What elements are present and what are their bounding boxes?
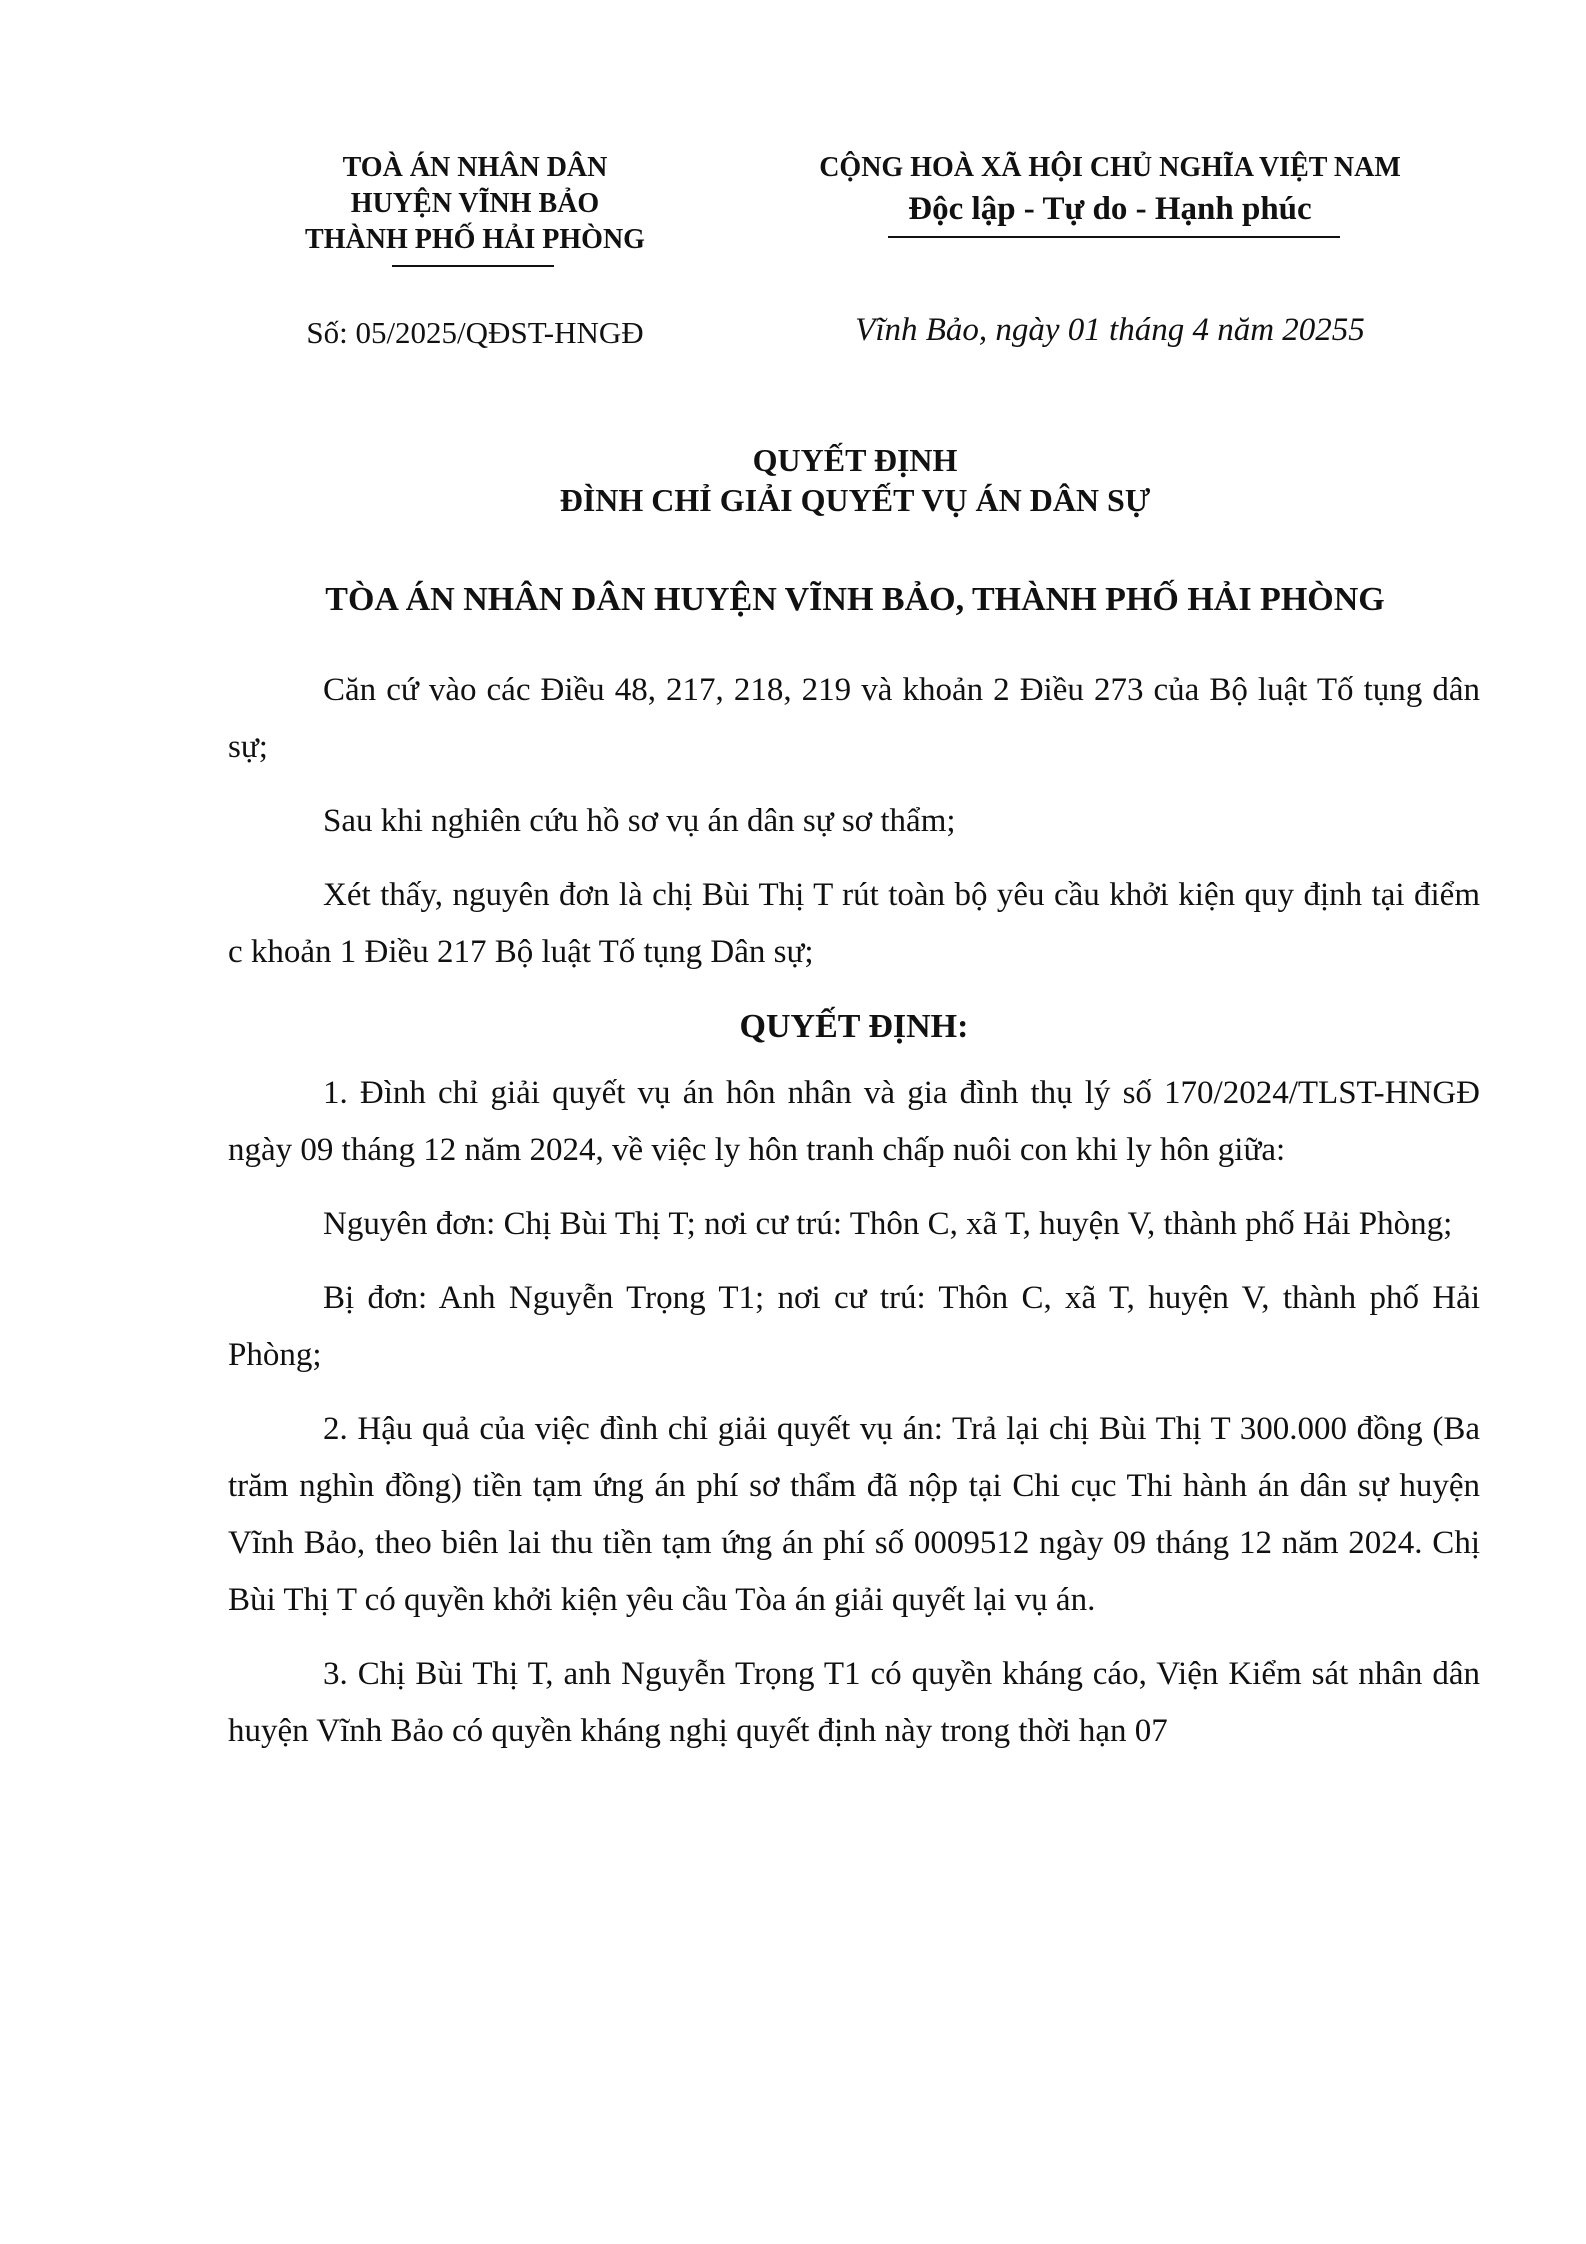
court-header-line-3: THÀNH PHỐ HẢI PHÒNG [305, 224, 645, 255]
court-header [255, 150, 695, 258]
document-number: Số: 05/2025/QĐST-HNGĐ [306, 315, 644, 350]
court-header-line-1: TOÀ ÁN NHÂN DÂN [342, 152, 608, 183]
consideration-paragraph: Xét thấy, nguyên đơn là chị Bùi Thị T rút toàn bộ yêu cầu khởi kiện quy định tại điểm c khoản 1 Điều 217 Bộ luật Tố tụng Dân sự; [228, 877, 1480, 970]
motto: Độc lập - Tự do - Hạnh phúc [908, 191, 1312, 227]
court-header-underline [392, 265, 554, 267]
legal-basis-paragraph: Căn cứ vào các Điều 48, 217, 218, 219 và khoản 2 Điều 273 của Bộ luật Tố tụng dân sự; [228, 672, 1480, 765]
title-line-2: ĐÌNH CHỈ GIẢI QUYẾT VỤ ÁN DÂN SỰ [559, 482, 1151, 518]
motto-underline [888, 236, 1340, 238]
research-paragraph: Sau khi nghiên cứu hồ sơ vụ án dân sự sơ thẩm; [323, 803, 956, 839]
document-title [230, 440, 1480, 520]
national-name: CỘNG HOÀ XÃ HỘI CHỦ NGHĨA VIỆT NAM [819, 152, 1401, 183]
national-motto [760, 150, 1460, 230]
title-line-1: QUYẾT ĐỊNH [752, 442, 958, 478]
court-name: TÒA ÁN NHÂN DÂN HUYỆN VĨNH BẢO, THÀNH PHỐ HẢI PHÒNG [325, 581, 1385, 618]
plaintiff-paragraph: Nguyên đơn: Chị Bùi Thị T; nơi cư trú: Thôn C, xã T, huyện V, thành phố Hải Phòng; [323, 1206, 1453, 1242]
decision-heading: QUYẾT ĐỊNH: [739, 1008, 969, 1045]
decision-item-1: 1. Đình chỉ giải quyết vụ án hôn nhân và gia đình thụ lý số 170/2024/TLST-HNGĐ ngày 09 tháng 12 năm 2024, về việc ly hôn tranh chấp nuôi con khi ly hôn giữa: [228, 1075, 1480, 1168]
decision-item-2: 2. Hậu quả của việc đình chỉ giải quyết vụ án: Trả lại chị Bùi Thị T 300.000 đồng (Ba trăm nghìn đồng) tiền tạm ứng án phí sơ thẩm đã nộp tại Chi cục Thi hành án dân sự huyện Vĩnh Bảo, theo biên lai thu tiền tạm ứng án phí số 0009512 ngày 09 tháng 12 năm 2024. Chị Bùi Thị T có quyền khởi kiện yêu cầu Tòa án giải quyết lại vụ án. [228, 1411, 1480, 1618]
defendant-paragraph: Bị đơn: Anh Nguyễn Trọng T1; nơi cư trú: Thôn C, xã T, huyện V, thành phố Hải Phòng; [228, 1280, 1480, 1373]
document-body [228, 662, 1480, 1777]
court-header-line-2: HUYỆN VĨNH BẢO [350, 188, 600, 219]
decision-item-3: 3. Chị Bùi Thị T, anh Nguyễn Trọng T1 có quyền kháng cáo, Viện Kiểm sát nhân dân huyện Vĩnh Bảo có quyền kháng nghị quyết định này trong thời hạn 07 [228, 1656, 1480, 1749]
date-line: Vĩnh Bảo, ngày 01 tháng 4 năm 20255 [855, 312, 1365, 348]
